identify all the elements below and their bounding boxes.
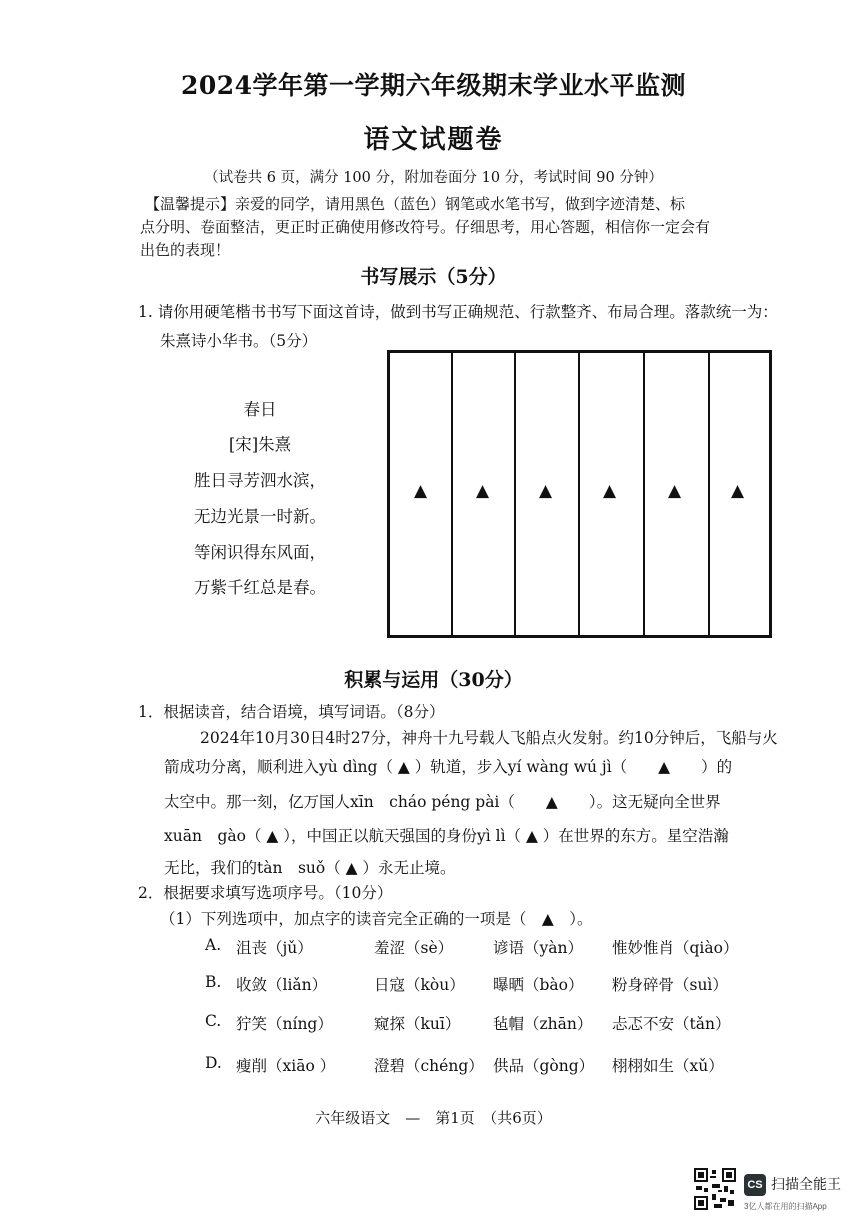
exam-subtitle: 语文试题卷 bbox=[363, 125, 504, 155]
option-d-label: D. bbox=[205, 1054, 222, 1072]
answer-marker: ▲ bbox=[668, 481, 682, 501]
question-2-2-heading: 2．根据要求填写选项序号。（10分） bbox=[138, 884, 393, 902]
poem-line-3: 等闲识得东风面， bbox=[194, 543, 326, 562]
option-c-word-4: 忐忑不安（tǎn） bbox=[612, 1015, 731, 1033]
option-a-label: A. bbox=[205, 936, 222, 954]
option-b-word-1: 收敛（liǎn） bbox=[236, 976, 328, 994]
option-b-word-3: 曝晒（bào） bbox=[493, 976, 584, 994]
qr-code-icon bbox=[694, 1168, 736, 1210]
question-2-1-heading: 1．根据读音，结合语境，填写词语。（8分） bbox=[138, 703, 445, 721]
poem-author: [宋]朱熹 bbox=[228, 435, 292, 454]
answer-marker: ▲ bbox=[731, 481, 745, 501]
tip-line-2: 点分明、卷面整洁，更正时正确使用修改符号。仔细思考，用心答题，相信你一定会有 bbox=[140, 218, 711, 236]
brand-name: 扫描全能王 bbox=[771, 1176, 841, 1192]
answer-marker: ▲ bbox=[414, 481, 428, 501]
option-a-word-4: 惟妙惟肖（qiào） bbox=[612, 939, 739, 957]
camscanner-logo-icon: CS bbox=[744, 1174, 766, 1196]
passage-line-3: 太空中。那一刻，亿万国人xīn cháo péng pài（ ▲ ）。这无疑向全世界 bbox=[164, 793, 721, 811]
grid-divider bbox=[643, 353, 645, 635]
option-c-label: C. bbox=[205, 1012, 222, 1030]
option-a-word-2: 羞涩（sè） bbox=[374, 939, 454, 957]
option-a-word-3: 谚语（yàn） bbox=[493, 939, 583, 957]
brand-slogan: 3亿人都在用的扫描App bbox=[744, 1202, 827, 1211]
answer-marker: ▲ bbox=[476, 481, 490, 501]
answer-marker: ▲ bbox=[603, 481, 617, 501]
option-b-word-2: 日寇（kòu） bbox=[374, 976, 465, 994]
poem-title: 春日 bbox=[243, 400, 277, 419]
tip-line-1: 【温馨提示】亲爱的同学，请用黑色（蓝色）钢笔或水笔书写，做到字迹清楚、标 bbox=[145, 195, 686, 213]
option-c-word-2: 窥探（kuī） bbox=[374, 1015, 461, 1033]
option-b-label: B. bbox=[205, 973, 222, 991]
option-c-word-3: 毡帽（zhān） bbox=[493, 1015, 593, 1033]
grid-divider bbox=[514, 353, 516, 635]
exam-info: （试卷共 6 页，满分 100 分，附加卷面分 10 分，考试时间 90 分钟） bbox=[204, 170, 663, 186]
passage-line-5: 无比，我们的tàn suǒ（ ▲ ）永无止境。 bbox=[164, 859, 456, 877]
option-d-word-1: 瘦削（xiāo ） bbox=[236, 1057, 336, 1075]
passage-line-1: 2024年10月30日4时27分，神舟十九号载人飞船点火发射。约10分钟后，飞船与火 bbox=[200, 729, 778, 747]
question-1-line-2: 朱熹诗小华书。（5分） bbox=[160, 332, 318, 350]
writing-grid[interactable] bbox=[387, 350, 772, 638]
passage-line-4: xuān gào（ ▲ ），中国正以航天强国的身份yì lì（ ▲ ）在世界的东方。星空浩瀚 bbox=[164, 827, 729, 845]
passage-line-2: 箭成功分离，顺利进入yù dìng（ ▲ ）轨道，步入yí wàng wú jì（ ▲ ）的 bbox=[164, 758, 733, 776]
poem-line-4: 万紫千红总是春。 bbox=[194, 578, 326, 597]
option-a-word-1: 沮丧（jǔ） bbox=[236, 939, 313, 957]
option-c-word-1: 狞笑（níng） bbox=[236, 1015, 333, 1033]
section-title-accumulation: 积累与运用（30分） bbox=[344, 669, 523, 691]
poem-line-2: 无边光景一时新。 bbox=[194, 507, 326, 526]
grid-divider bbox=[708, 353, 710, 635]
grid-divider bbox=[451, 353, 453, 635]
section-title-writing: 书写展示（5分） bbox=[360, 266, 507, 288]
page-footer: 六年级语文 — 第1页 （共6页） bbox=[315, 1109, 552, 1127]
grid-divider bbox=[578, 353, 580, 635]
warm-tip bbox=[140, 193, 825, 262]
exam-title: 2024学年第一学期六年级期末学业水平监测 bbox=[180, 71, 687, 100]
tip-line-3: 出色的表现！ bbox=[140, 241, 231, 259]
question-2-2-sub1: （1）下列选项中，加点字的读音完全正确的一项是（ ▲ ）。 bbox=[160, 910, 593, 928]
option-d-word-2: 澄碧（chéng） bbox=[374, 1057, 484, 1075]
option-d-word-4: 栩栩如生（xǔ） bbox=[612, 1057, 724, 1075]
poem-line-1: 胜日寻芳泗水滨， bbox=[194, 471, 326, 490]
answer-marker: ▲ bbox=[539, 481, 553, 501]
option-b-word-4: 粉身碎骨（suì） bbox=[612, 976, 728, 994]
option-d-word-3: 供品（gòng） bbox=[493, 1057, 595, 1075]
question-1-line-1: 1. 请你用硬笔楷书书写下面这首诗，做到书写正确规范、行款整齐、布局合理。落款统一为： bbox=[138, 303, 778, 321]
